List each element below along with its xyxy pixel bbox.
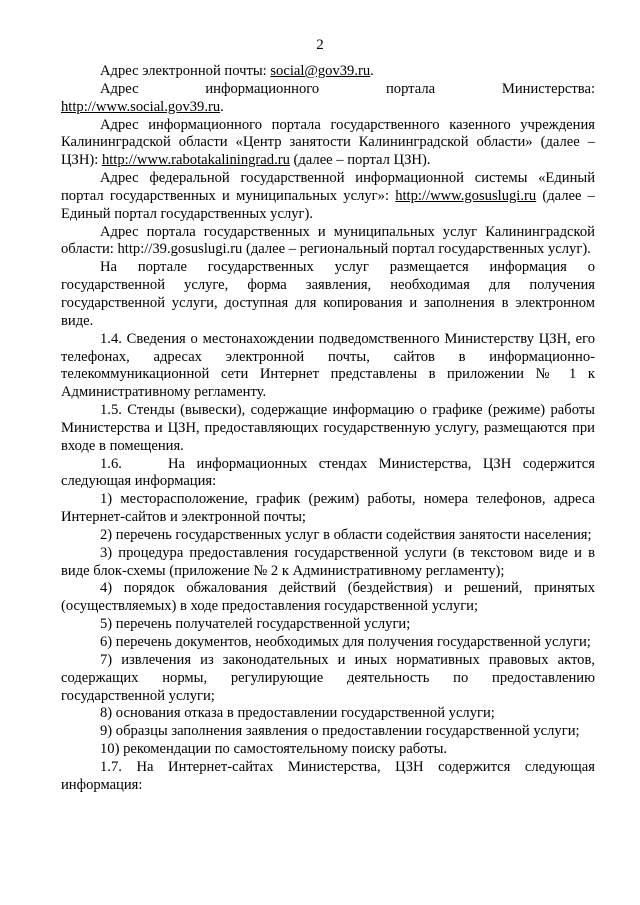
list-item: 8) основания отказа в предоставлении государственной услуги; bbox=[100, 705, 495, 722]
list-item: 5) перечень получателей государственной услуги; bbox=[100, 616, 411, 633]
email-label: Адрес электронной почты: bbox=[100, 63, 271, 79]
section-1-7: 1.7. На Интернет-сайтах Министерства, ЦЗН содержится следующая информация: bbox=[61, 758, 595, 793]
list-item: 10) рекомендации по самостоятельному поиску работы. bbox=[100, 741, 448, 758]
list-item: 2) перечень государственных услуг в области содействия занятости населения; bbox=[100, 526, 592, 543]
list-item: 3) процедура предоставления государственной услуги (в текстовом виде и в виде блок-схемы (приложение № 2 к Административному регламенту); bbox=[61, 544, 595, 579]
ministry-portal-label: Адрес информационного портала Министерства: bbox=[100, 80, 595, 97]
email-link[interactable]: social@gov39.ru bbox=[270, 63, 371, 79]
ministry-portal-paragraph bbox=[61, 81, 595, 99]
czn-portal-link[interactable]: http://www.rabotakaliningrad.ru bbox=[101, 152, 290, 169]
federal-portal-text: Адрес федеральной государственной информационной системы «Единый портал государственных и муниципальных услуг»: bbox=[61, 170, 595, 204]
list-item: 4) порядок обжалования действий (бездействия) и решений, принятых (осуществляемых) в ходе предоставления государственной услуги; bbox=[61, 580, 595, 615]
portal-info-paragraph: На портале государственных услуг размещается информация о государственной услуге, форма заявления, необходимая для получения государственной услуги, доступная для копирования и заполнения в электронном виде. bbox=[61, 259, 595, 329]
email-paragraph bbox=[61, 63, 595, 81]
page-number: 2 bbox=[316, 37, 324, 53]
list-item: 1) месторасположение, график (режим) работы, номера телефонов, адреса Интернет-сайтов и электронной почты; bbox=[61, 491, 595, 526]
email-suffix: . bbox=[370, 63, 374, 79]
ministry-portal-suffix: . bbox=[220, 98, 224, 115]
federal-portal-suffix: (далее – Единый портал государственных услуг). bbox=[61, 187, 595, 222]
document-body bbox=[61, 63, 599, 795]
section-1-5: 1.5. Стенды (вывески), содержащие информацию о графике (режиме) работы Министерства и ЦЗН, предоставляющих государственную услугу, размещаются при входе в помещения. bbox=[61, 402, 595, 454]
federal-portal-paragraph bbox=[61, 170, 595, 224]
ministry-portal-link-line bbox=[61, 99, 595, 117]
list-item: 9) образцы заполнения заявления о предоставлении государственной услуги; bbox=[100, 723, 580, 740]
regional-portal-paragraph: Адрес портала государственных и муниципальных услуг Калининградской области: http://39.gosuslugi.ru (далее – региональный портал государственных услуг). bbox=[61, 223, 595, 258]
section-1-6: 1.6. На информационных стендах Министерства, ЦЗН содержится следующая информация: bbox=[61, 455, 599, 490]
section-1-4: 1.4. Сведения о местонахождении подведомственного Министерству ЦЗН, его телефонах, адресах электронной почты, сайтов в информационно-телекоммуникационной сети Интернет представлены в приложении № 1 к Административному регламенту. bbox=[61, 330, 595, 401]
federal-portal-link[interactable]: http://www.gosuslugi.ru bbox=[395, 187, 537, 204]
list-item: 6) перечень документов, необходимых для получения государственной услуги; bbox=[100, 634, 591, 650]
czn-portal-suffix: (далее – портал ЦЗН). bbox=[289, 152, 431, 169]
list-item: 7) извлечения из законодательных и иных нормативных правовых актов, содержащих нормы, регулирующие деятельность по предоставлению государственной услуги; bbox=[61, 651, 595, 704]
czn-portal-text: Адрес информационного портала государственного казенного учреждения Калининградской области «Центр занятости Калининградской области» (далее – ЦЗН): bbox=[61, 116, 595, 169]
czn-portal-paragraph bbox=[61, 117, 595, 171]
ministry-portal-link[interactable]: http://www.social.gov39.ru bbox=[61, 98, 221, 115]
